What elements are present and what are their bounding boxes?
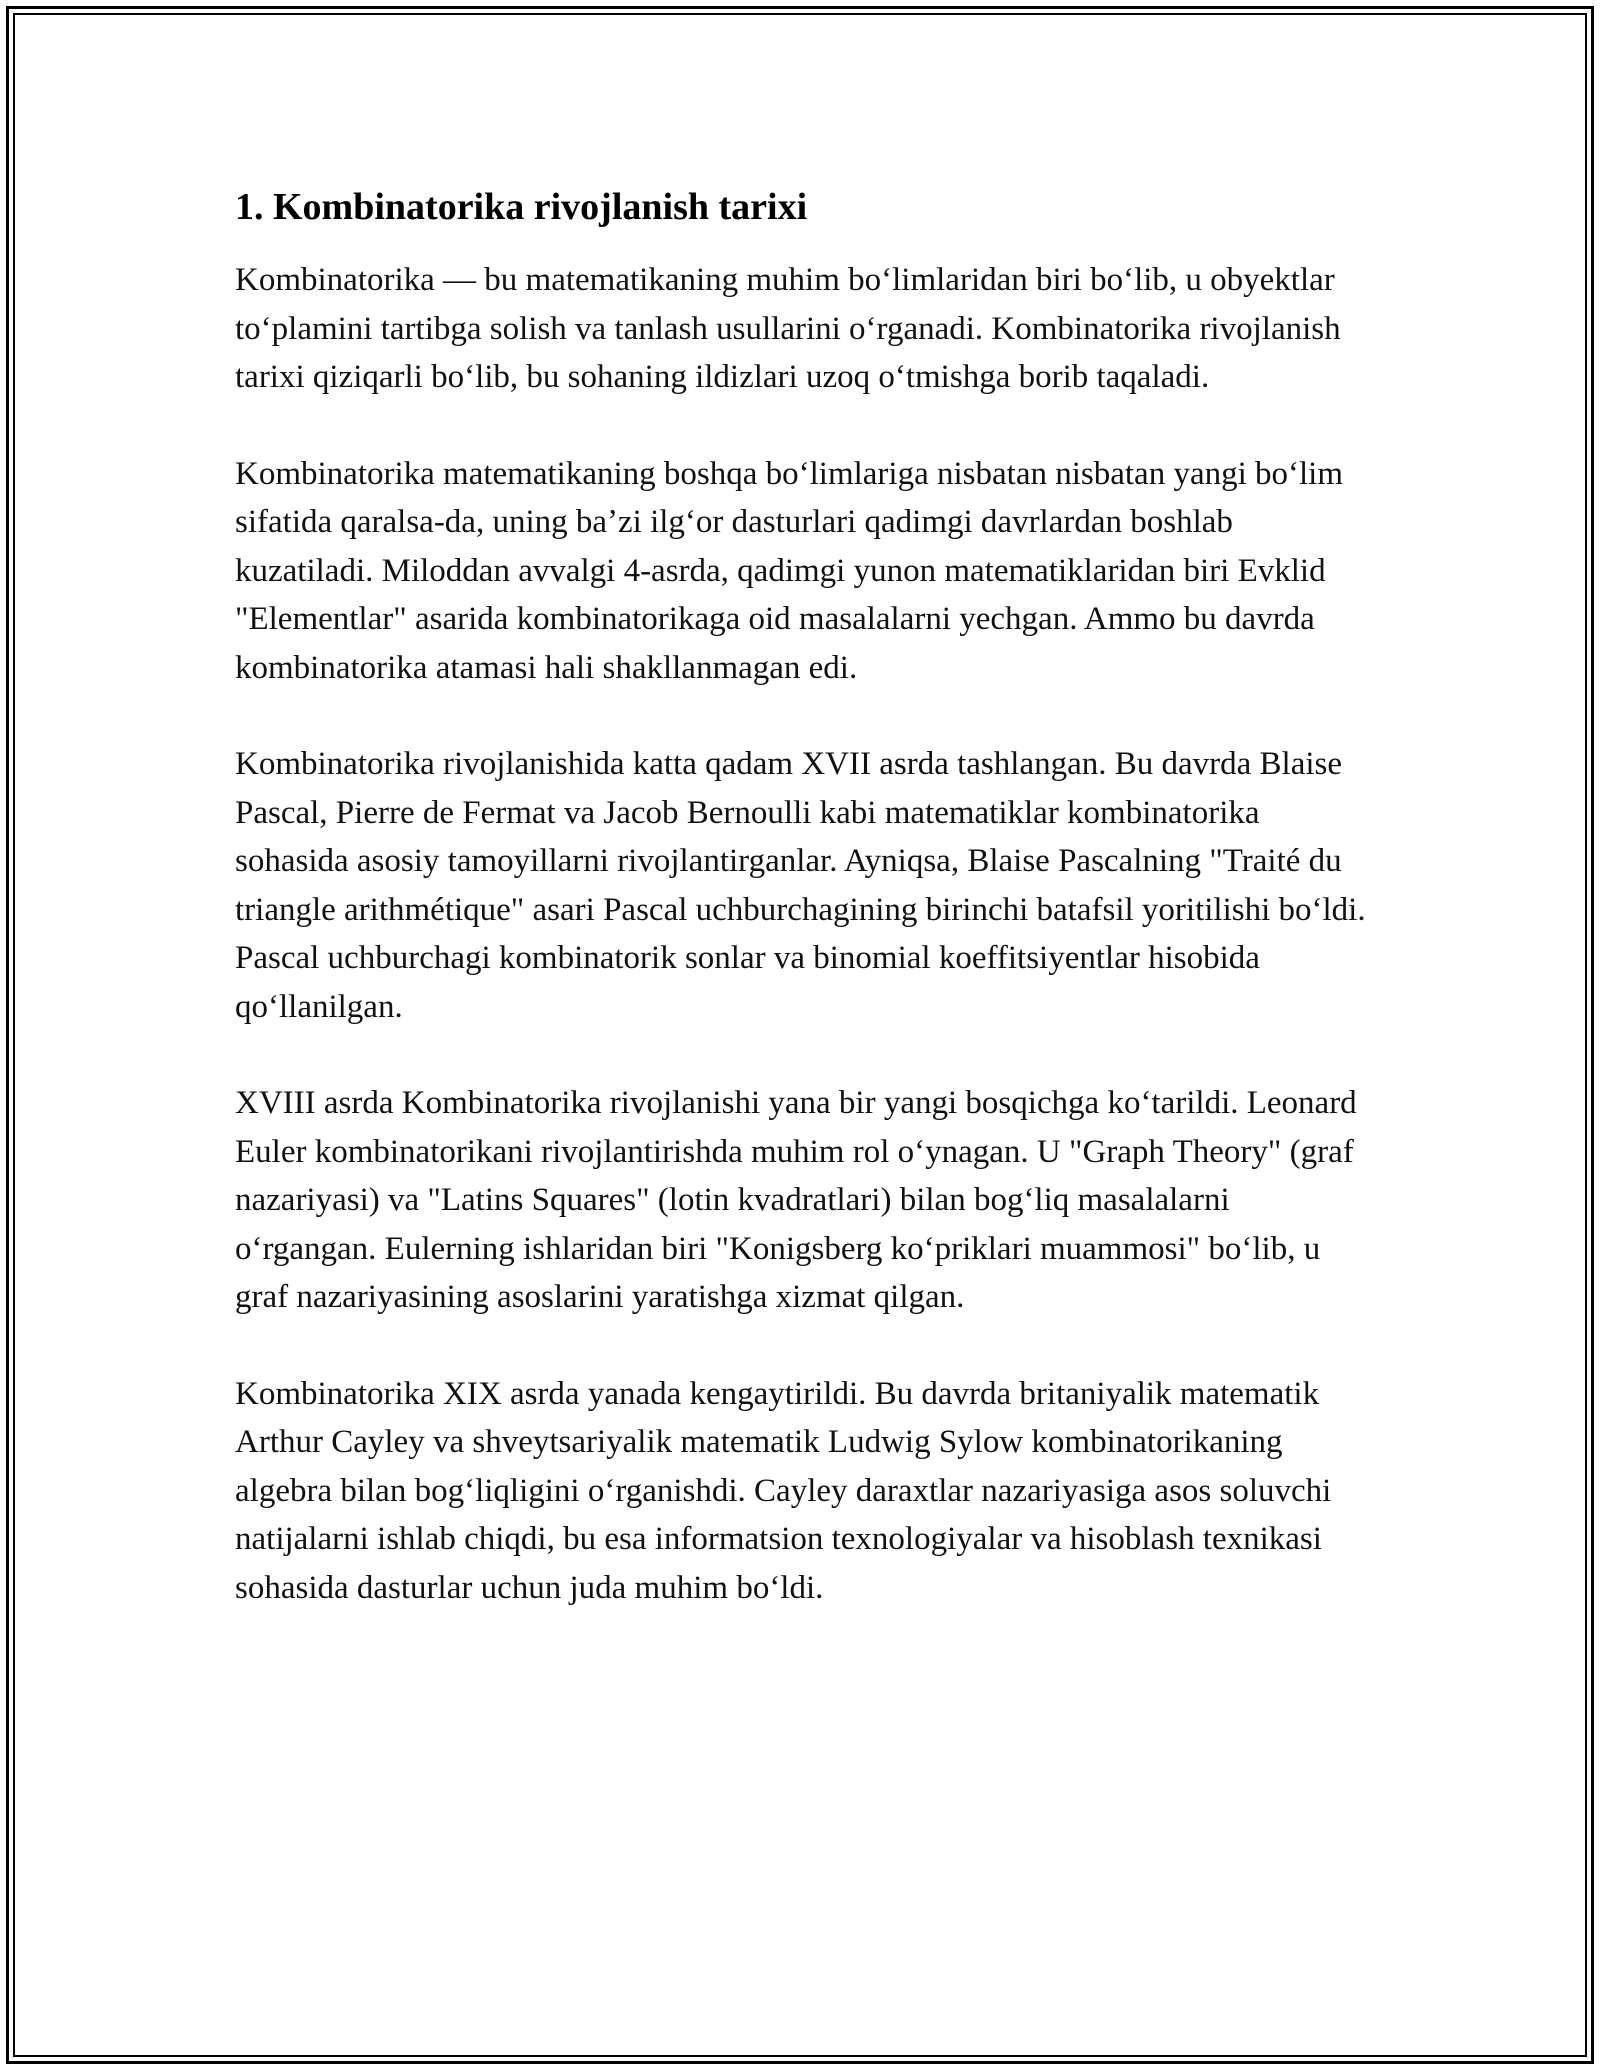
- paragraph-intro: Kombinatorika — bu matematikaning muhim boʻlimlaridan biri boʻlib, u obyektlar toʻplamini tartibga solish va tanlash usullarini oʻrganadi. Kombinatorika rivojlanish tarixi qiziqarli boʻlib, bu sohaning ildizlari uzoq oʻtmishga borib taqaladi.: [235, 262, 1341, 395]
- section-heading: 1. Kombinatorika rivojlanish tarixi: [235, 186, 808, 228]
- paragraph-ancient: Kombinatorika matematikaning boshqa boʻlimlariga nisbatan nisbatan yangi boʻlim sifatida qaralsa-da, uning baʼzi ilgʻor dasturlari qadimgi davrlardan boshlab kuzatiladi. Miloddan avvalgi 4-asrda, qadimgi yunon matematiklaridan biri Evklid "Elementlar" asarida kombinatorikaga oid masalalarni yechgan. Ammo bu davrda kombinatorika atamasi hali shakllanmagan edi.: [235, 455, 1343, 686]
- paragraph-17th-century: Kombinatorika rivojlanishida katta qadam XVII asrda tashlangan. Bu davrda Blaise Pascal, Pierre de Fermat va Jacob Bernoulli kabi matematiklar kombinatorika sohasida asosiy tamoyillarni rivojlantirganlar. Ayniqsa, Blaise Pascalning "Traité du triangle arithmétique" asari Pascal uchburchagining birinchi batafsil yoritilishi boʻldi. Pascal uchburchagi kombinatorik sonlar va binomial koeffitsiyentlar hisobida qoʻllanilgan.: [235, 746, 1366, 1025]
- paragraph-19th-century: Kombinatorika XIX asrda yanada kengaytirildi. Bu davrda britaniyalik matematik Arthur Cayley va shveytsariyalik matematik Ludwig Sylow kombinatorikaning algebra bilan bogʻliqligini oʻrganishdi. Cayley daraxtlar nazariyasiga asos soluvchi natijalarni ishlab chiqdi, bu esa informatsion texnologiyalar va hisoblash texnikasi sohasida dasturlar uchun juda muhim boʻldi.: [235, 1375, 1332, 1606]
- paragraph-18th-century: XVIII asrda Kombinatorika rivojlanishi yana bir yangi bosqichga koʻtarildi. Leonard Euler kombinatorikani rivojlantirishda muhim rol oʻynagan. U "Graph Theory" (graf nazariyasi) va "Latins Squares" (lotin kvadratlari) bilan bogʻliq masalalarni oʻrgangan. Eulerning ishlaridan biri "Konigsberg koʻpriklari muammosi" boʻlib, u graf nazariyasining asoslarini yaratishga xizmat qilgan.: [235, 1085, 1357, 1315]
- document-body: [235, 184, 1375, 1660]
